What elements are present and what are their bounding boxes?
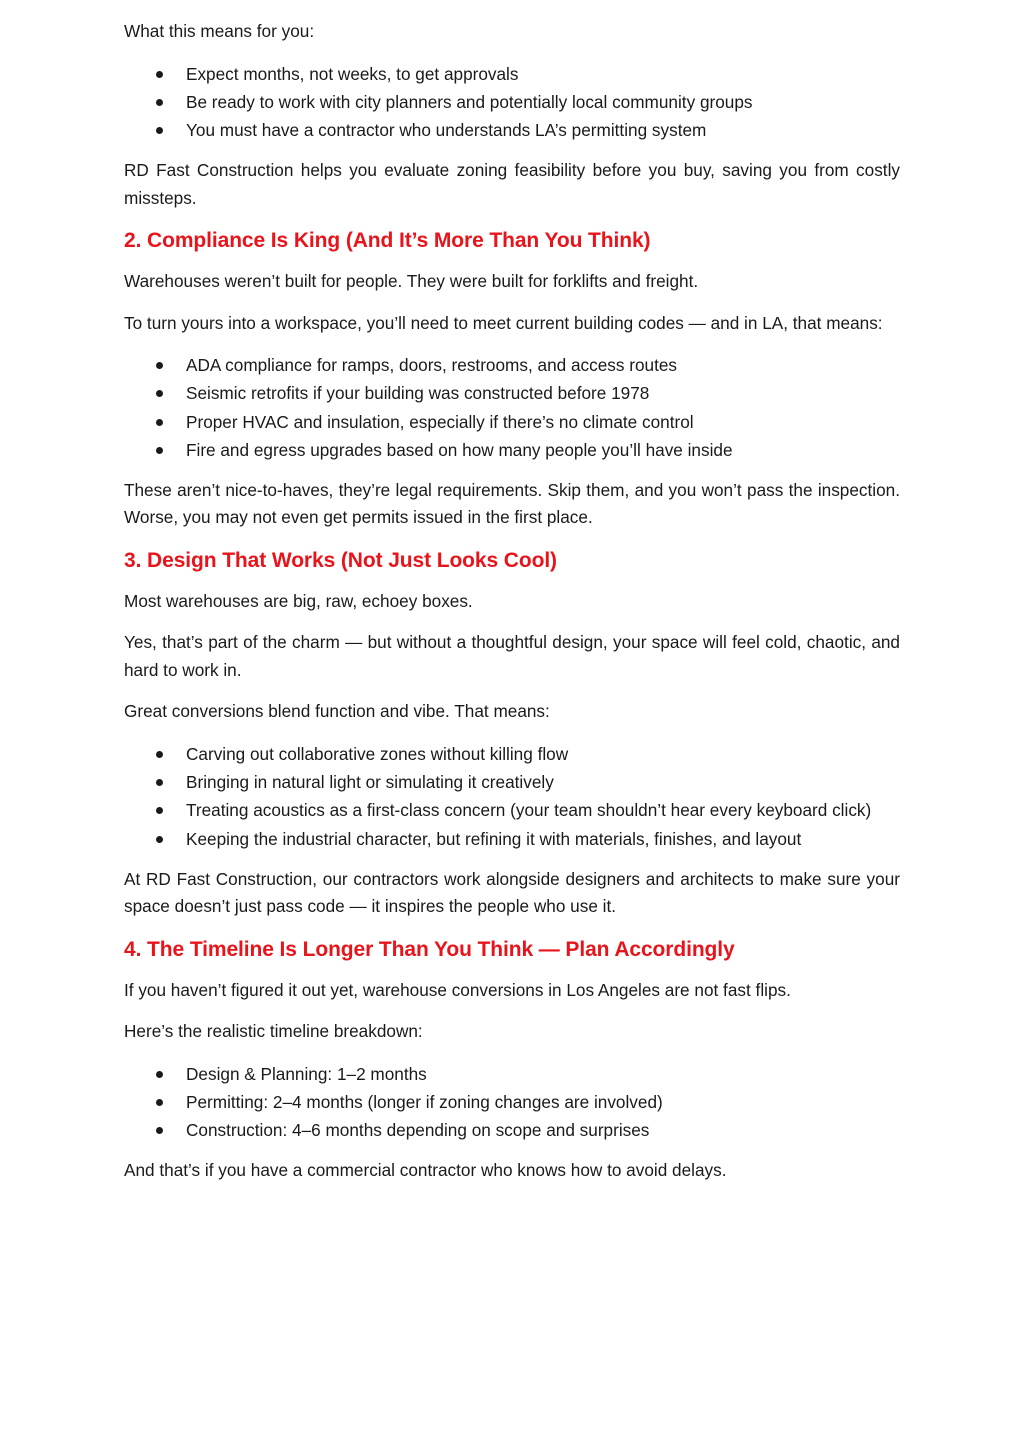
paragraph: At RD Fast Construction, our contractors work alongside designers and architects to make sure your space doesn’t just pass code — it inspires the people who use it. [124,868,900,917]
paragraph: Warehouses weren’t built for people. They were built for forklifts and freight. [124,271,699,292]
intro-bullet-list [124,60,900,145]
paragraph: Most warehouses are big, raw, echoey boxes. [124,590,473,611]
list-item: ADA compliance for ramps, doors, restrooms, and access routes [124,351,900,379]
list-item: Design & Planning: 1–2 months [124,1060,900,1088]
paragraph: Great conversions blend function and vibe. That means: [124,701,550,722]
list-item: Construction: 4–6 months depending on scope and surprises [124,1116,900,1144]
list-item: Keeping the industrial character, but refining it with materials, finishes, and layout [124,825,900,853]
section-heading-compliance: 2. Compliance Is King (And It’s More Than You Think) [124,229,651,253]
paragraph: If you haven’t figured it out yet, warehouse conversions in Los Angeles are not fast flips. [124,979,791,1000]
timeline-bullet-list [124,1060,900,1145]
intro-lead: What this means for you: [124,21,315,41]
section-heading-timeline: 4. The Timeline Is Longer Than You Think — Plan Accordingly [124,937,735,961]
list-item: You must have a contractor who understands LA’s permitting system [124,116,900,144]
paragraph: Yes, that’s part of the charm — but without a thoughtful design, your space will feel cold, chaotic, and hard to work in. [124,632,900,680]
list-item: Proper HVAC and insulation, especially if there’s no climate control [124,408,900,436]
intro-closing-paragraph: RD Fast Construction helps you evaluate zoning feasibility before you buy, saving you from costly missteps. [124,160,900,208]
design-bullet-list [124,740,900,853]
list-item: Treating acoustics as a first-class concern (your team shouldn’t hear every keyboard click) [124,796,900,824]
paragraph: Here’s the realistic timeline breakdown: [124,1021,423,1042]
list-item: Expect months, not weeks, to get approvals [124,60,900,88]
list-item: Bringing in natural light or simulating it creatively [124,768,900,796]
paragraph: These aren’t nice-to-haves, they’re legal requirements. Skip them, and you won’t pass the inspection. Worse, you may not even get permits issued in the first place. [124,479,900,528]
list-item: Be ready to work with city planners and potentially local community groups [124,88,900,116]
paragraph: And that’s if you have a commercial contractor who knows how to avoid delays. [124,1160,727,1181]
list-item: Seismic retrofits if your building was constructed before 1978 [124,379,900,407]
list-item: Carving out collaborative zones without killing flow [124,740,900,768]
section-heading-design: 3. Design That Works (Not Just Looks Cool) [124,548,557,572]
list-item: Permitting: 2–4 months (longer if zoning changes are involved) [124,1088,900,1116]
paragraph: To turn yours into a workspace, you’ll need to meet current building codes — and in LA, that means: [124,312,883,333]
document-page [124,18,900,1199]
compliance-bullet-list [124,351,900,464]
list-item: Fire and egress upgrades based on how many people you’ll have inside [124,436,900,464]
